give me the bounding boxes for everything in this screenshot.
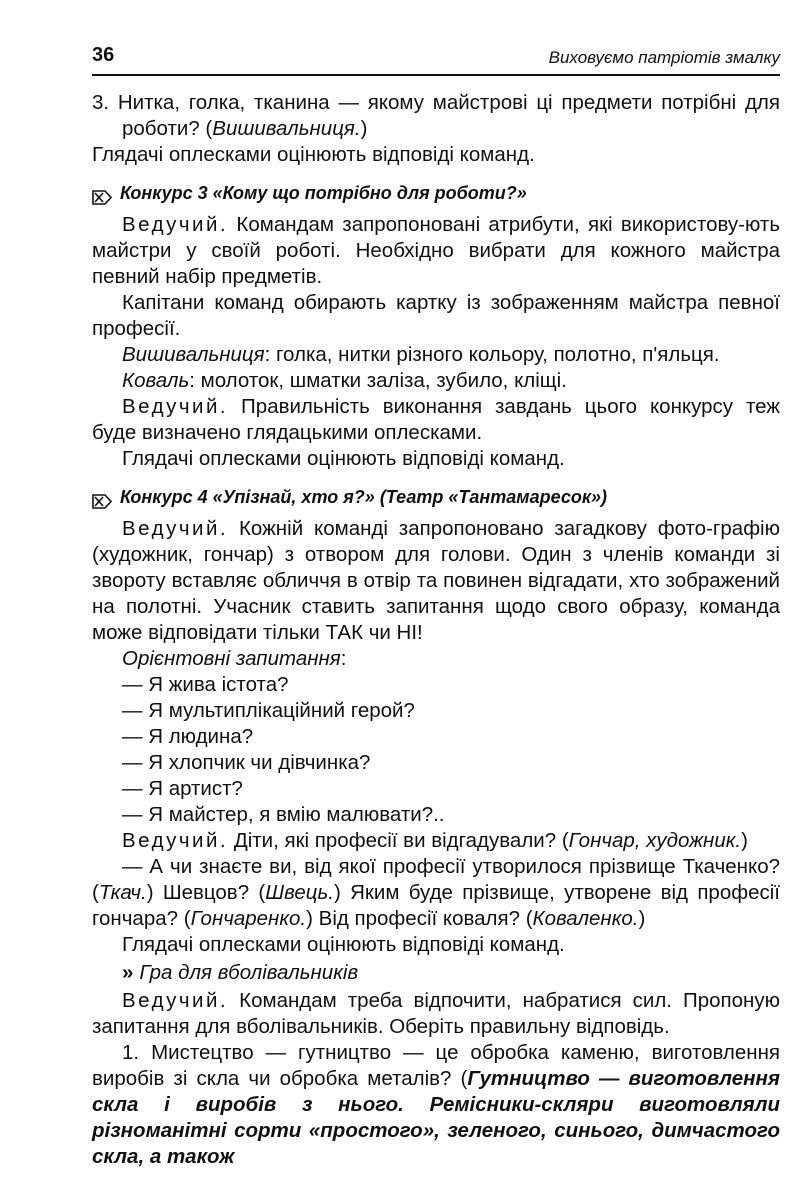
question-3-text: 3. Нитка, голка, тканина — якому майстрові ці предмети потрібні для роботи? (: [92, 91, 780, 140]
item-1-text: : голка, нитки різного кольору, полотно, п'яльця.: [264, 343, 720, 366]
questions-label: Орієнтовні запитання: [122, 647, 341, 670]
contest-3-host-text: Командам запропоновані атрибути, які використову-ють майстри у своїй роботі. Необхідно вибрати для кожного майстра певний набір предметів.: [92, 213, 780, 288]
contest-4-host-intro: [92, 516, 780, 646]
host-label: Ведучий.: [122, 829, 229, 852]
page-content: [92, 90, 780, 1170]
game-host-text: Командам треба відпочити, набратися сил. Пропоную запитання для вболівальників. Оберіть правильну відповідь.: [92, 989, 780, 1038]
host-label: Ведучий.: [122, 213, 229, 236]
surname-answer-b: Швець.: [265, 881, 334, 904]
contest-3-host-text-2: Правильність виконання завдань цього конкурсу теж буде визначено глядацькими оплесками.: [92, 395, 780, 444]
contest-3-captains: Капітани команд обирають картку із зображенням майстра певної професії.: [92, 291, 780, 340]
surname-question: [92, 854, 780, 932]
game-question-1: [92, 1040, 780, 1170]
game-title: Гра для вболівальників: [139, 961, 359, 984]
item-1-label: Вишивальниця: [122, 343, 265, 366]
contest-3-item-1: [92, 342, 780, 368]
surname-answer-c: Гончаренко.: [190, 907, 307, 930]
page-header: [92, 42, 780, 76]
question-3: [92, 90, 780, 142]
contest-3-title: Конкурс 3 «Кому що потрібно для роботи?»: [120, 183, 527, 203]
contest-4-host-question: Ведучий. Діти, які професії ви відгадували? (Гончар, художник.): [122, 829, 748, 852]
question-item: — Я людина?: [122, 725, 254, 748]
question-item: — Я мультиплікаційний герой?: [122, 699, 415, 722]
host-label: Ведучий.: [122, 395, 229, 418]
question-item: — Я жива істота?: [122, 673, 289, 696]
contest-3-item-2: [92, 368, 780, 394]
running-title: Виховуємо патріотів змалку: [548, 48, 780, 67]
game-question-1-text: 1. Мистецтво — гутництво — це обробка каменю, виготовлення виробів зі скла чи обробка металів? (: [92, 1041, 780, 1090]
item-2-label: Коваль: [122, 369, 190, 392]
crossed-box-icon: [92, 186, 112, 201]
question-3-answer: Вишивальниця.: [212, 117, 361, 140]
contest-4-title: Конкурс 4 «Упізнай, хто я?» (Театр «Тантамаресок»): [120, 487, 607, 507]
host-label: Ведучий.: [122, 517, 229, 540]
game-heading: [122, 960, 780, 986]
question-item: — Я артист?: [122, 777, 243, 800]
applause-line: Глядачі оплесками оцінюють відповіді команд.: [122, 447, 565, 470]
item-2-text: : молоток, шматки заліза, зубило, кліщі.: [189, 369, 567, 392]
double-arrow-icon: »: [122, 961, 134, 984]
surname-text-d: ) Від професії коваля? (: [306, 907, 533, 930]
host-label: Ведучий.: [122, 989, 229, 1012]
questions-label-line: Орієнтовні запитання:: [122, 647, 347, 670]
contest-3-host-result: [92, 394, 780, 446]
surname-text-b: ) Шевцов? (: [146, 881, 266, 904]
surname-text-c: ) Яким буде прізвище, утворене від професії гончара? (: [92, 881, 780, 930]
applause-line: Глядачі оплесками оцінюють відповіді команд.: [92, 143, 535, 166]
page-number: 36: [92, 44, 115, 66]
contest-4-heading: [92, 484, 780, 510]
paren-close: ): [360, 117, 368, 140]
game-host-intro: [92, 988, 780, 1040]
host-question-text: Діти, які професії ви відгадували? (: [228, 829, 569, 852]
question-item: — Я хлопчик чи дівчинка?: [122, 751, 371, 774]
game-question-1-answer: Гутництво — виготовлення скла і виробів з нього. Ремісники-скляри виготовляли різноманітні сорти «простого», зеленого, синього, димчастого скла, а також: [92, 1067, 780, 1168]
contest-3-host-intro: [92, 212, 780, 290]
contest-4-host-text: Кожній команді запропоновано загадкову фото-графію (художник, гончар) з отвором для голови. Один з членів команди зі звороту вставляє обличчя в отвір та повинен відгадати, хто зображений на полотні. Учасник ставить запитання щодо свого образу, команда може відповідати тільки ТАК чи НІ!: [92, 517, 780, 644]
contest-3-heading: [92, 180, 780, 206]
applause-line: Глядачі оплесками оцінюють відповіді команд.: [122, 933, 565, 956]
surname-answer-a: Ткач.: [98, 881, 147, 904]
surname-text-a: — А чи знаєте ви, від якої професії утворилося прізвище Ткаченко? (: [92, 855, 780, 904]
crossed-box-icon: [92, 490, 112, 505]
surname-answer-d: Коваленко.: [532, 907, 639, 930]
paren-close: ): [638, 907, 646, 930]
question-item: — Я майстер, я вмію малювати?..: [122, 803, 445, 826]
host-question-answer: Гончар, художник.: [568, 829, 742, 852]
